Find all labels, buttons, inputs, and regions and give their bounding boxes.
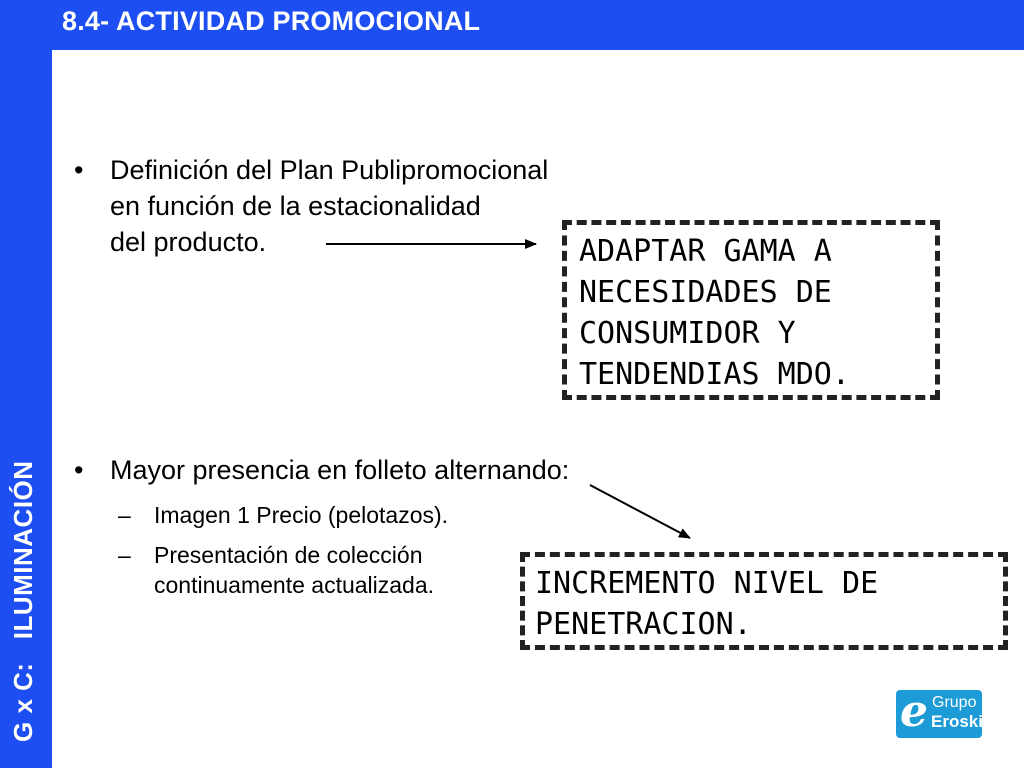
callout-line: CONSUMIDOR Y [579,316,796,351]
callout-line: NECESIDADES DE [579,275,832,310]
callout-line: PENETRACION. [535,607,752,642]
sub-item-line: continuamente actualizada. [154,572,435,598]
callout-incremento-nivel [520,552,1008,650]
logo-e-mark: e [900,686,928,737]
side-section-label: G x C: ILUMINACIÓN [8,460,38,742]
grupo-eroski-logo [896,686,983,738]
arrow-to-incremento-nivel [590,485,690,538]
bullet-line: Definición del Plan Publipromocional [110,155,549,185]
callout-line: ADAPTAR GAMA A [579,234,832,269]
callout-line: INCREMENTO NIVEL DE [535,566,879,601]
sub-item-line: Presentación de colección [154,542,423,568]
bullet-marker: • [74,155,84,185]
sub-item-marker: – [118,502,131,528]
bullet-line: Mayor presencia en folleto alternando: [110,455,570,485]
callout-line: TENDENDIAS MDO. [579,357,850,392]
sub-item-line: Imagen 1 Precio (pelotazos). [154,502,449,528]
bullet-marker: • [74,455,84,485]
callout-adaptar-gama [562,220,940,400]
bullet-line: en función de la estacionalidad [110,191,481,221]
slide-title: 8.4- ACTIVIDAD PROMOCIONAL [62,6,481,36]
sub-item-marker: – [118,542,131,568]
logo-text-grupo: Grupo [932,694,977,711]
logo-text-eroski: Eroski [931,712,983,731]
bullet-line: del producto. [110,227,267,257]
